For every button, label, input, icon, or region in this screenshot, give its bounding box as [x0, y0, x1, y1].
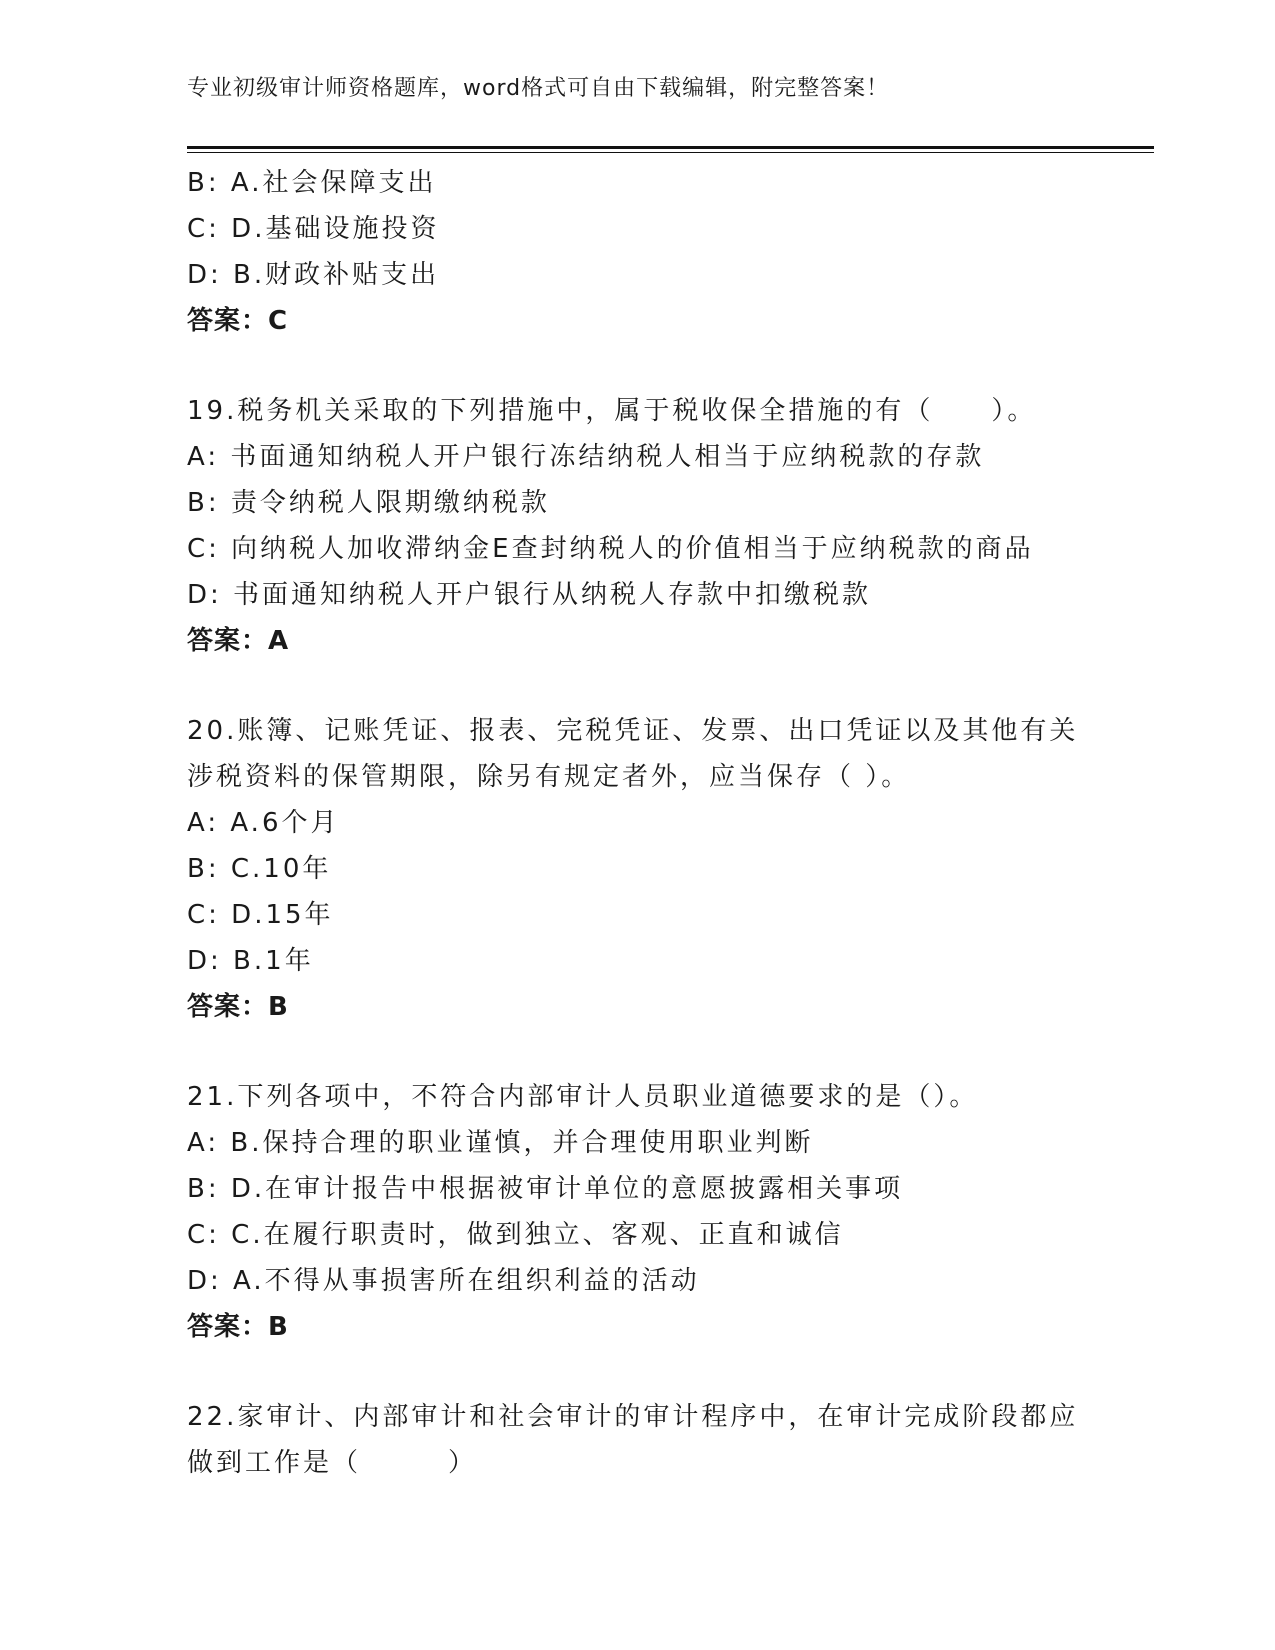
- question-stem: 19.税务机关采取的下列措施中，属于税收保全措施的有（ ）。: [187, 396, 1037, 426]
- option-d: D: B.财政补贴支出: [187, 260, 440, 290]
- option-a: A: B.保持合理的职业谨慎，并合理使用职业判断: [187, 1128, 814, 1158]
- question-stem-line-2: 做到工作是（ ）: [187, 1448, 478, 1478]
- option-d: D: B.1年: [187, 946, 314, 976]
- option-b: B: C.10年: [187, 854, 332, 884]
- option-b: B: D.在审计报告中根据被审计单位的意愿披露相关事项: [187, 1174, 904, 1204]
- spacer: [187, 1350, 1087, 1394]
- header-rule-thick: [187, 146, 1154, 149]
- question-21: [187, 1074, 1087, 1350]
- option-d: D: A.不得从事损害所在组织利益的活动: [187, 1266, 700, 1296]
- spacer: [187, 1030, 1087, 1074]
- option-c: C: 向纳税人加收滞纳金E查封纳税人的价值相当于应纳税款的商品: [187, 534, 1034, 564]
- header-rule-thin: [187, 152, 1154, 153]
- option-c: C: C.在履行职责时，做到独立、客观、正直和诚信: [187, 1220, 844, 1250]
- question-20: [187, 708, 1087, 1030]
- spacer: [187, 664, 1087, 708]
- page-header: 专业初级审计师资格题库，word格式可自由下载编辑，附完整答案！: [187, 76, 890, 101]
- question-stem-line-2: 涉税资料的保管期限，除另有规定者外，应当保存（ ）。: [187, 762, 911, 792]
- spacer: [187, 344, 1087, 388]
- question-stem-line-1: 22.家审计、内部审计和社会审计的审计程序中，在审计完成阶段都应: [187, 1402, 1079, 1432]
- option-b: B: 责令纳税人限期缴纳税款: [187, 488, 550, 518]
- question-list: [187, 160, 1087, 1486]
- answer: 答案：C: [187, 306, 289, 336]
- option-c: C: D.基础设施投资: [187, 214, 440, 244]
- answer: 答案：A: [187, 626, 290, 656]
- question-stem: 21.下列各项中，不符合内部审计人员职业道德要求的是（）。: [187, 1082, 979, 1112]
- question-stem-line-1: 20.账簿、记账凭证、报表、完税凭证、发票、出口凭证以及其他有关: [187, 716, 1079, 746]
- question-22: [187, 1394, 1087, 1486]
- question-19: [187, 388, 1087, 664]
- option-a: A: 书面通知纳税人开户银行冻结纳税人相当于应纳税款的存款: [187, 442, 985, 472]
- option-a: A: A.6个月: [187, 808, 340, 838]
- option-b: B: A.社会保障支出: [187, 168, 437, 198]
- option-c: C: D.15年: [187, 900, 334, 930]
- answer: 答案：B: [187, 1312, 289, 1342]
- question-18-tail: [187, 160, 1087, 344]
- option-d: D: 书面通知纳税人开户银行从纳税人存款中扣缴税款: [187, 580, 872, 610]
- answer: 答案：B: [187, 992, 289, 1022]
